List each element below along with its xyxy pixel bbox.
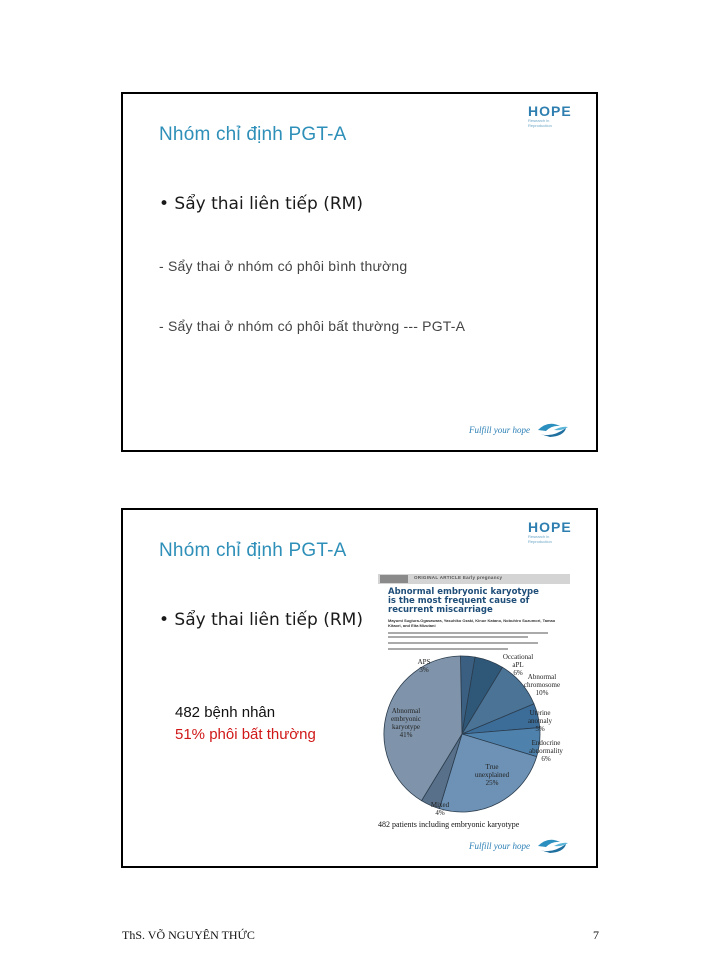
paper-title: Abnormal embryonic karyotype is the most frequent cause of recurrent miscarriage: [388, 587, 539, 615]
bullet-heading: • Sẩy thai liên tiếp (RM): [159, 194, 363, 214]
slide-2: [121, 508, 598, 868]
hope-logo-text: HOPE: [528, 103, 572, 119]
journal-tag: [380, 575, 408, 583]
page-number: 7: [593, 928, 599, 942]
article-type: ORIGINAL ARTICLE Early pregnancy: [414, 575, 503, 580]
slide-1: [121, 92, 598, 452]
slice-label: Mixed 4%: [430, 801, 450, 817]
list-item: - Sẩy thai ở nhóm có phôi bất thường --- PGT-A: [159, 318, 466, 334]
hope-logo: [528, 520, 572, 542]
bullet-heading: • Sẩy thai liên tiếp (RM): [159, 610, 363, 630]
patient-count: 482 bệnh nhân: [175, 704, 276, 721]
slice-label: Endocrine abnormality 6%: [529, 739, 563, 763]
slide-title: Nhóm chỉ định PGT-A: [159, 124, 347, 145]
tagline: Fulfill your hope: [469, 425, 530, 435]
hope-logo: [528, 104, 572, 126]
paper-authors: Mayumi Sugiura-Ogasawara, Yasuhiko Ozaki, Kinue Katano, Nobuhiro Suzumori, Tamao Kitaori, and Eita Mizutani: [388, 618, 556, 628]
journal-header: [378, 574, 570, 584]
list-item: - Sẩy thai ở nhóm có phôi bình thường: [159, 258, 408, 274]
pie-chart: [378, 650, 573, 820]
tagline: Fulfill your hope: [469, 841, 530, 851]
slice-label: True unexplained 25%: [474, 763, 510, 787]
wave-logo-icon: [536, 422, 570, 438]
figure-caption: 482 patients including embryonic karyotype: [378, 820, 520, 829]
text-line: [388, 642, 538, 644]
hope-logo-text: HOPE: [528, 519, 572, 535]
abnormal-percent: 51% phôi bất thường: [175, 726, 316, 743]
hope-logo-subtext: Research in Reproduction: [528, 118, 552, 128]
slice-label: Abnormal embryonic karyotype 41%: [391, 707, 421, 739]
footer-logo: [469, 422, 570, 438]
slide-title: Nhóm chỉ định PGT-A: [159, 540, 347, 561]
slice-label: Abnormal chromosome 10%: [523, 673, 561, 697]
slice-label: Occational aPL 6%: [502, 653, 534, 677]
paper-figure: [378, 574, 573, 832]
text-line: [388, 636, 528, 638]
hope-logo-subtext: Research in Reproduction: [528, 534, 552, 544]
slice-label: Uterine anomaly 5%: [527, 709, 553, 733]
wave-logo-icon: [536, 838, 570, 854]
slice-label: APS 3%: [417, 658, 431, 674]
footer-logo: [469, 838, 570, 854]
footer-author: ThS. VÕ NGUYÊN THỨC: [122, 928, 255, 942]
text-line: [388, 632, 548, 634]
